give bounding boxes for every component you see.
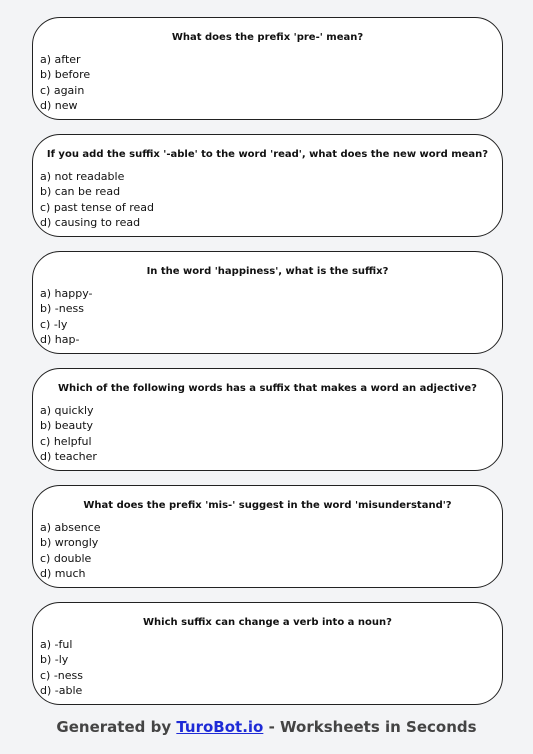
question-card [32,368,503,471]
answer-option: d) causing to read [40,215,141,229]
question-card [32,485,503,588]
answer-option: d) teacher [40,449,97,463]
question-list [32,17,503,719]
answer-option: a) not readable [40,170,125,183]
answer-options [40,403,97,464]
answer-option: b) beauty [40,419,94,433]
answer-options [40,286,93,347]
answer-option: a) -ful [40,638,73,651]
answer-option: d) new [40,98,78,112]
answer-option: c) helpful [40,434,92,448]
question-text: Which of the following words has a suffix that makes a word an adjective? [58,383,477,394]
answer-options [40,169,154,230]
answer-option: b) can be read [40,185,121,199]
answer-option: d) much [40,566,86,580]
question-card [32,17,503,120]
answer-option: c) past tense of read [40,200,155,214]
question-card [32,251,503,354]
answer-option: c) -ness [40,668,84,682]
question-card [32,134,503,237]
question-text: What does the prefix 'mis-' suggest in the word 'misunderstand'? [83,500,452,511]
footer-suffix: - Worksheets in Seconds [263,718,477,736]
turobot-link[interactable]: TuroBot.io [176,718,264,736]
answer-option: b) -ness [40,302,84,316]
answer-option: c) again [40,83,85,97]
answer-option: a) quickly [40,404,94,417]
answer-options [40,520,101,581]
answer-options [40,637,83,698]
question-text: What does the prefix 'pre-' mean? [171,32,364,43]
answer-option: c) double [40,551,92,565]
answer-option: d) -able [40,683,83,697]
answer-option: a) absence [40,521,101,534]
footer-prefix: Generated by [56,718,177,736]
answer-option: c) -ly [40,317,68,331]
question-text: In the word 'happiness', what is the suffix? [146,266,389,277]
answer-option: b) before [40,68,91,82]
footer [0,718,533,736]
answer-option: d) hap- [40,332,80,346]
answer-option: b) wrongly [40,536,99,550]
answer-options [40,52,90,113]
answer-option: a) happy- [40,287,93,300]
answer-option: b) -ly [40,653,69,667]
question-text: If you add the suffix '-able' to the word 'read', what does the new word mean? [46,149,489,160]
question-card [32,602,503,705]
answer-option: a) after [40,53,81,66]
question-text: Which suffix can change a verb into a noun? [143,617,392,628]
